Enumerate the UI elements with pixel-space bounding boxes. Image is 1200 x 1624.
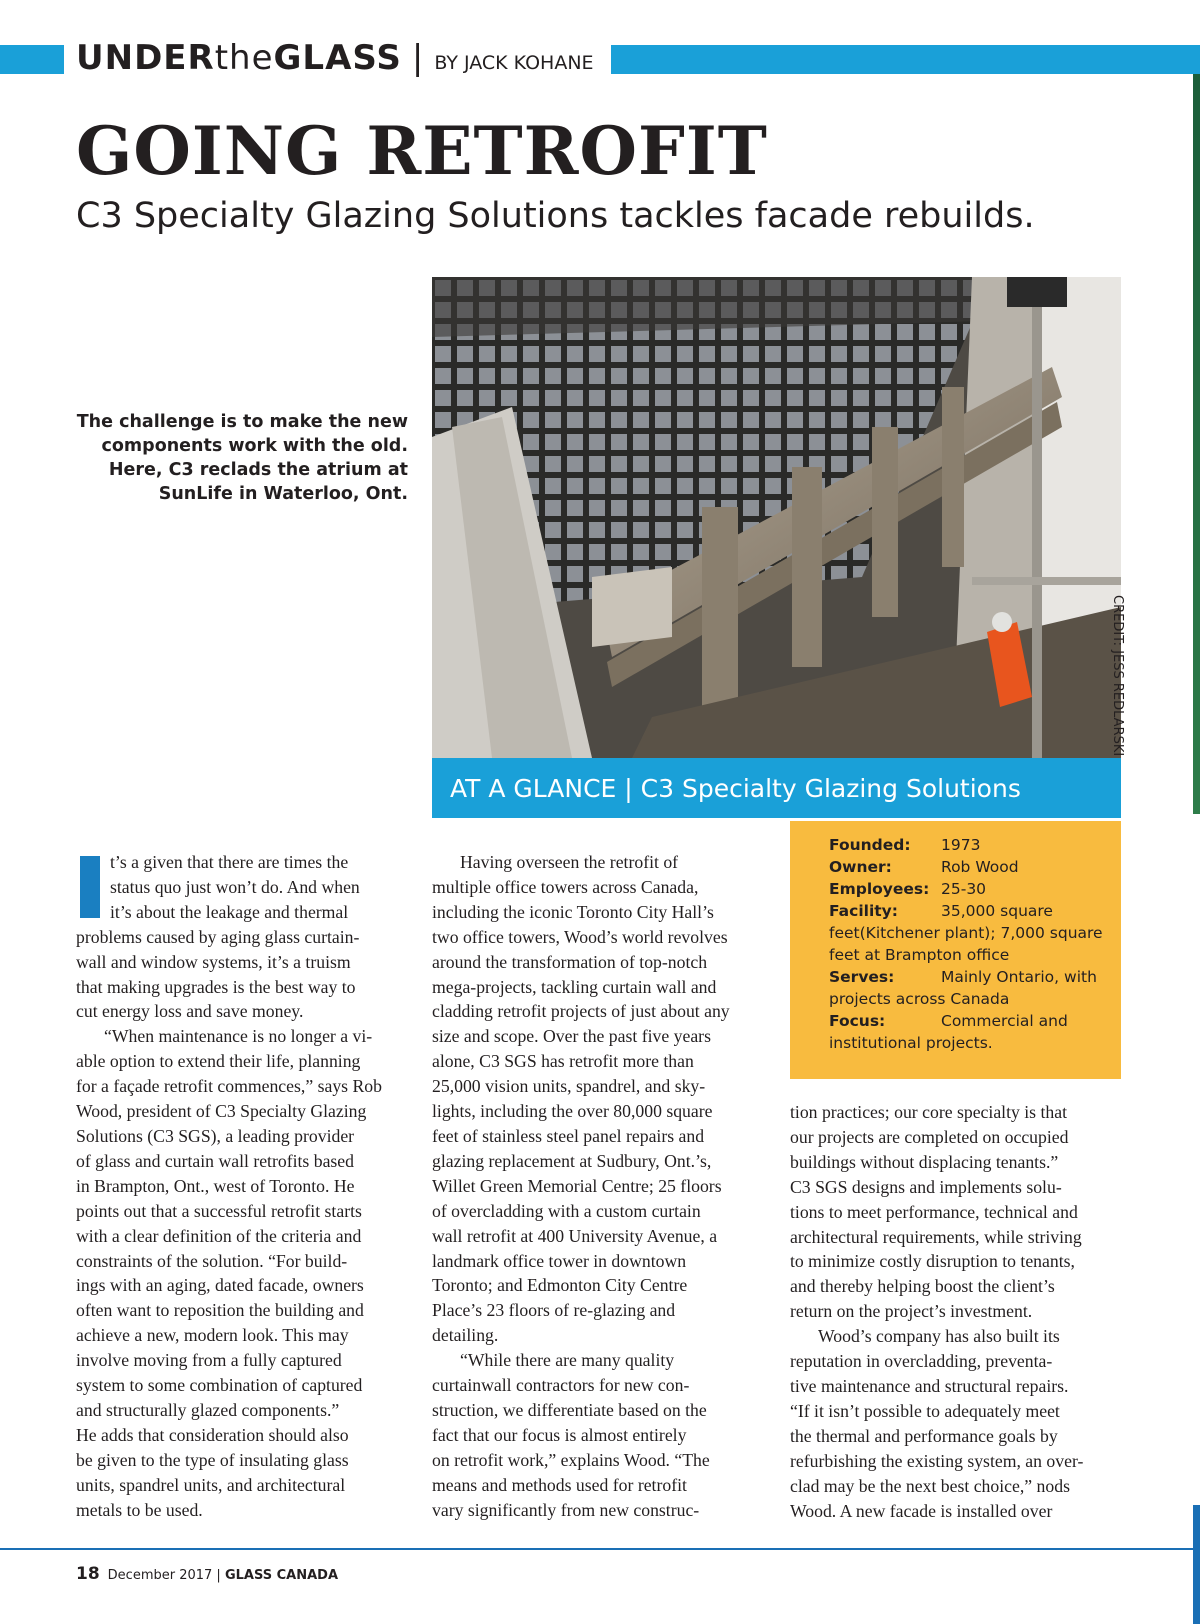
body-line: wall and window systems, it’s a truism [76,951,351,972]
article-photo [432,277,1121,758]
body-line: 25,000 vision units, spandrel, and sky- [432,1076,706,1097]
body-line: architectural requirements, while striving [790,1226,1082,1247]
body-line: landmark office tower in downtown [432,1250,687,1271]
body-line: on retrofit work,” explains Wood. “The [432,1449,710,1470]
body-line: “While there are many quality [460,1350,675,1371]
body-line: “If it isn’t possible to adequately meet [790,1400,1060,1421]
drop-cap [80,856,100,918]
fact-employees: Employees: 25-30 [829,880,987,898]
body-line: including the iconic Toronto City Hall’s [432,901,714,922]
body-line: be given to the type of insulating glass [76,1449,349,1470]
header-band-right [611,45,1200,74]
body-line: for a façade retrofit commences,” says Rob [76,1076,382,1097]
body-line: tive maintenance and structural repairs. [790,1375,1069,1396]
body-line: refurbishing the existing system, an over- [790,1450,1084,1471]
kicker-under: UNDER [76,38,215,78]
body-line: lights, including the over 80,000 square [432,1101,713,1122]
body-line: of overcladding with a custom curtain [432,1200,701,1221]
body-line: reputation in overcladding, preventa- [790,1351,1053,1372]
body-line: mega-projects, tackling curtain wall and [432,976,717,997]
body-line: C3 SGS designs and implements solu- [790,1176,1062,1197]
photo-credit: CREDIT: JESS REDLARSKI [1110,595,1125,757]
kicker-glass: GLASS [273,38,402,78]
byline: BY JACK KOHANE [434,52,594,74]
body-line: Place’s 23 floors of re-glazing and [432,1300,676,1321]
header-band-left [0,45,64,74]
body-column-3 [790,1100,1130,1523]
photo-illustration [432,277,1121,758]
page-edge-stripe-bottom [1193,1505,1200,1624]
body-line: system to some combination of captured [76,1375,363,1396]
footer-issue: December 2017 | [107,1568,221,1583]
fact-founded: Founded: 1973 [829,836,981,854]
body-line: cut energy loss and save money. [76,1001,304,1022]
body-line: alone, C3 SGS has retrofit more than [432,1051,694,1072]
body-line: around the transformation of top-notch [432,951,708,972]
body-line: t’s a given that there are times the [110,852,349,872]
page-number: 18 [76,1564,100,1584]
body-line: feet of stainless steel panel repairs and [432,1125,705,1146]
body-line: Willet Green Memorial Centre; 25 floors [432,1175,722,1196]
fact-focus-line2: institutional projects. [829,1034,993,1052]
body-line: our projects are completed on occupied [790,1126,1069,1147]
footer-magazine: GLASS CANADA [224,1568,339,1583]
body-line: wall retrofit at 400 University Avenue, a [432,1225,718,1246]
body-line: multiple office towers across Canada, [432,876,699,897]
kicker-the: the [214,38,274,78]
body-line: fact that our focus is almost entirely [432,1424,687,1445]
body-line: detailing. [432,1325,499,1346]
body-line: cladding retrofit projects of just about any [432,1001,730,1022]
body-line: and structurally glazed components.” [76,1399,340,1420]
section-kicker [76,38,594,78]
body-line: units, spandrel units, and architectural [76,1474,346,1495]
body-column-1 [76,850,416,1522]
footer-rule [0,1548,1200,1550]
body-line: return on the project’s investment. [790,1301,1033,1322]
body-line: able option to extend their life, planning [76,1051,361,1072]
body-line: tions to meet performance, technical and [790,1201,1078,1222]
body-line: glazing replacement at Sudbury, Ont.’s, [432,1150,712,1171]
body-line: Toronto; and Edmonton City Centre [432,1275,688,1296]
body-line: involve moving from a fully captured [76,1350,342,1371]
body-line: constraints of the solution. “For build- [76,1250,348,1271]
kicker-separator: | [411,38,425,78]
fact-facility: Facility: 35,000 square [829,902,1053,920]
body-line: the thermal and performance goals by [790,1425,1058,1446]
body-line: metals to be used. [76,1499,203,1520]
body-line: status quo just won’t do. And when [110,876,360,897]
article-title: GOING RETROFIT [76,112,768,190]
body-column-2 [432,850,772,1522]
fact-owner: Owner: Rob Wood [829,858,1019,876]
page-footer [76,1564,338,1584]
body-line: with a clear definition of the criteria and [76,1225,362,1246]
body-line: two office towers, Wood’s world revolves [432,926,728,947]
body-line: He adds that consideration should also [76,1424,349,1445]
body-line: tion practices; our core specialty is that [790,1102,1068,1122]
body-line: Wood, president of C3 Specialty Glazing [76,1101,367,1122]
body-line: problems caused by aging glass curtain- [76,926,360,947]
body-line: achieve a new, modern look. This may [76,1325,349,1346]
fact-facility-line3: feet at Brampton office [829,946,1010,964]
body-line: size and scope. Over the past five years [432,1026,711,1047]
body-line: curtainwall contractors for new con- [432,1375,690,1396]
body-line: that making upgrades is the best way to [76,976,356,997]
body-line: Wood’s company has also built its [818,1326,1060,1347]
body-line: buildings without displacing tenants.” [790,1151,1059,1172]
body-line: of glass and curtain wall retrofits based [76,1150,354,1171]
body-line: to minimize costly disruption to tenants, [790,1251,1075,1272]
photo-caption: The challenge is to make the new components work with the old. Here, C3 reclads the atrium at SunLife in Waterloo, Ont. [76,412,408,504]
body-line: often want to reposition the building and [76,1300,364,1321]
fact-focus: Focus: Commercial and [829,1012,1068,1030]
body-line: struction, we differentiate based on the [432,1399,707,1420]
fact-serves: Serves: Mainly Ontario, with [829,968,1097,986]
page-edge-stripe [1193,74,1200,814]
body-line: points out that a successful retrofit starts [76,1200,362,1221]
body-line: clad may be the next best choice,” nods [790,1475,1070,1496]
body-line: Having overseen the retrofit of [460,852,679,872]
body-line: “When maintenance is no longer a vi- [104,1026,373,1047]
body-line: it’s about the leakage and thermal [110,901,349,922]
body-line: ings with an aging, dated facade, owners [76,1275,364,1296]
body-line: means and methods used for retrofit [432,1474,687,1495]
body-line: Wood. A new facade is installed over [790,1500,1053,1521]
fact-serves-line2: projects across Canada [829,990,1010,1008]
body-line: vary significantly from new construc- [432,1499,700,1520]
glance-title: AT A GLANCE | C3 Specialty Glazing Solutions [450,774,1021,803]
body-line: Solutions (C3 SGS), a leading provider [76,1125,355,1146]
article-subtitle: C3 Specialty Glazing Solutions tackles facade rebuilds. [76,196,1035,236]
body-line: and thereby helping boost the client’s [790,1276,1055,1297]
fact-facility-line2: feet(Kitchener plant); 7,000 square [829,924,1103,942]
body-line: in Brampton, Ont., west of Toronto. He [76,1175,355,1196]
